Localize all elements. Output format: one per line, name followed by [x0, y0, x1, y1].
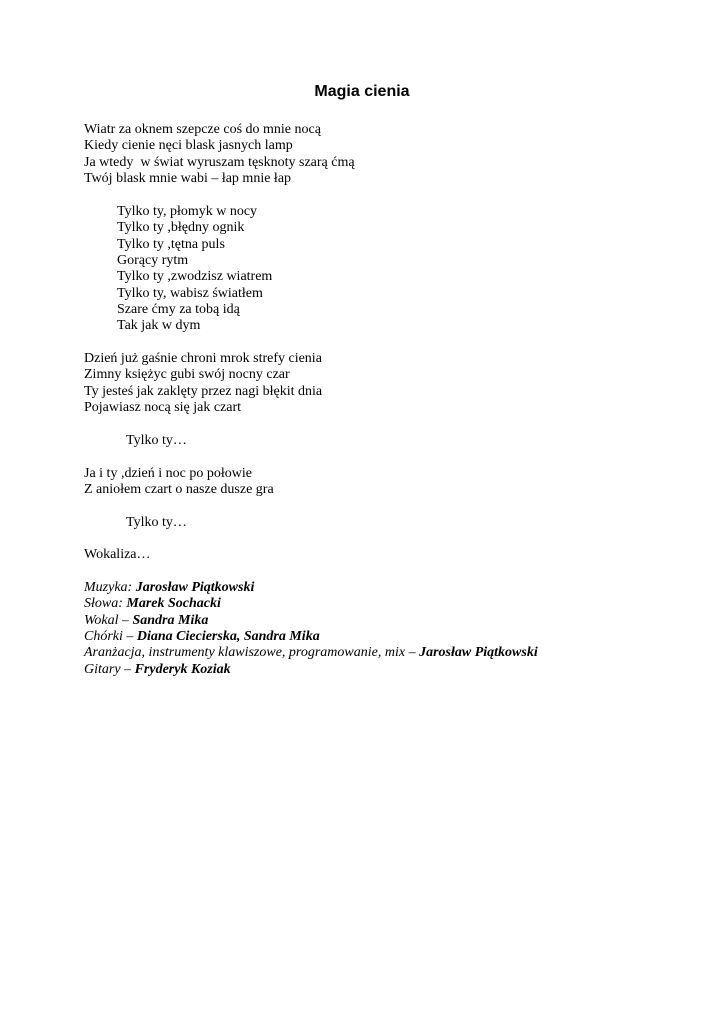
song-title: Magia cienia: [314, 83, 410, 100]
credit-backing-vocals: [84, 629, 320, 645]
verse-line: Ja i ty ,dzień i noc po połowie: [84, 466, 252, 481]
credit-guitars: [84, 662, 231, 678]
credit-name: Sandra Mika: [132, 613, 209, 628]
verse-line: Pojawiasz nocą się jak czart: [84, 400, 242, 415]
verse-line: Kiedy cienie nęci blask jasnych lamp: [84, 138, 293, 153]
vocalise-line: Wokaliza…: [84, 547, 151, 562]
credit-name: Diana Ciecierska, Sandra Mika: [136, 629, 320, 644]
verse-line: Ja wtedy w świat wyruszam tęsknoty szarą ćmą: [84, 155, 355, 170]
chorus-line: Tylko ty ,tętna puls: [117, 237, 225, 252]
chorus-line: Tylko ty, płomyk w nocy: [117, 204, 258, 219]
credit-arrangement: [84, 645, 538, 661]
chorus-line: Szare ćmy za tobą idą: [117, 302, 240, 317]
credit-role: Wokal –: [84, 613, 133, 628]
chorus-reference: Tylko ty…: [126, 515, 187, 530]
verse-line: Wiatr za oknem szepcze coś do mnie nocą: [84, 122, 321, 137]
credit-name: Marek Sochacki: [126, 596, 221, 611]
verse-line: Dzień już gaśnie chroni mrok strefy cienia: [84, 351, 322, 366]
verse-line: Ty jesteś jak zaklęty przez nagi błękit dnia: [84, 384, 323, 399]
chorus-line: Tylko ty, wabisz światłem: [117, 286, 263, 301]
credit-role: Muzyka:: [84, 580, 136, 595]
credit-music: [84, 580, 254, 596]
credit-name: Fryderyk Koziak: [134, 662, 231, 677]
credit-role: Chórki –: [84, 629, 137, 644]
credit-role: Gitary –: [84, 662, 135, 677]
chorus-line: Tylko ty ,błędny ognik: [117, 220, 245, 235]
verse-line: Twój blask mnie wabi – łap mnie łap: [84, 171, 292, 186]
credit-name: Jarosław Piątkowski: [135, 580, 255, 595]
chorus-reference: Tylko ty…: [126, 433, 187, 448]
credit-vocal: [84, 613, 208, 629]
chorus-line: Tak jak w dym: [117, 318, 201, 333]
credit-lyrics: [84, 596, 221, 612]
verse-line: Zimny księżyc gubi swój nocny czar: [84, 367, 290, 382]
chorus-line: Tylko ty ,zwodzisz wiatrem: [117, 269, 273, 284]
credit-role: Aranżacja, instrumenty klawiszowe, programowanie, mix –: [84, 645, 420, 660]
verse-line: Z aniołem czart o nasze dusze gra: [84, 482, 274, 497]
credit-role: Słowa:: [84, 596, 127, 611]
chorus-line: Gorący rytm: [117, 253, 189, 268]
credit-name: Jarosław Piątkowski: [419, 645, 538, 660]
